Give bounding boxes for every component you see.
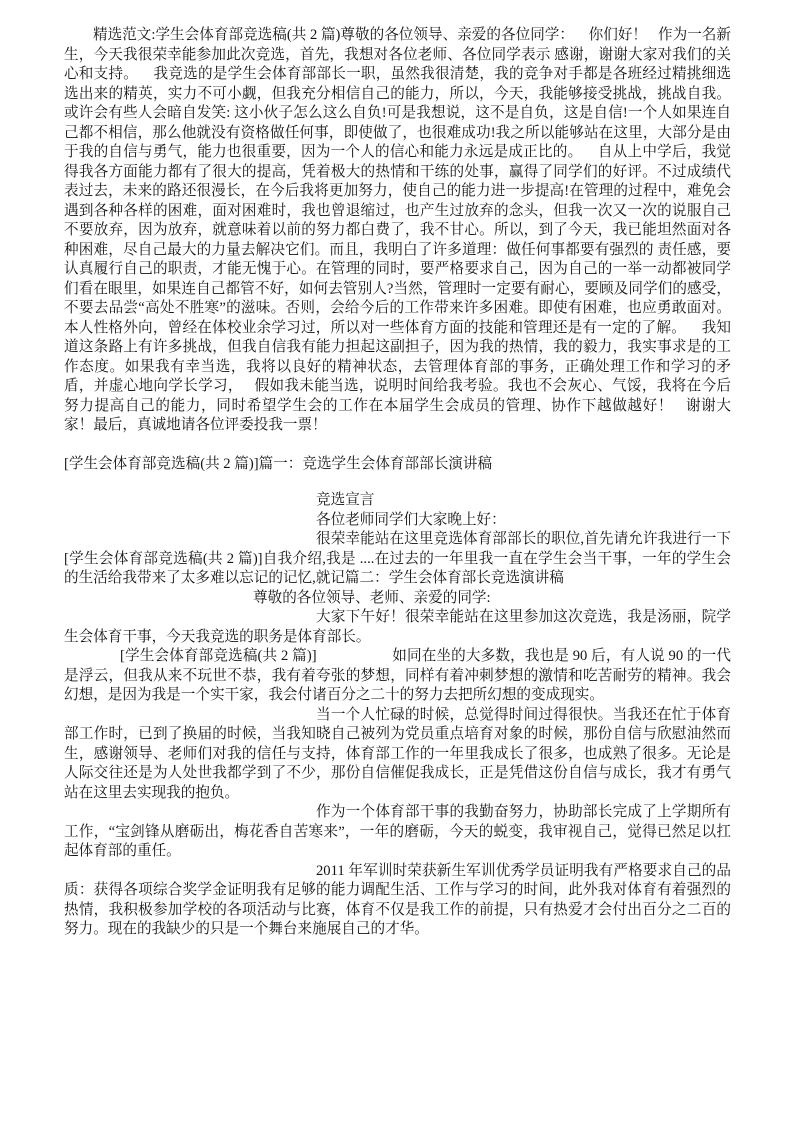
post-90s-dream-paragraph: [学生会体育部竞选稿(共 2 篇)] 如同在坐的大多数，我也是 90 后，有人说 90 的一代是浮云，但我从来不玩世不恭，我有着夸张的梦想，同样有着冲刺梦想的激情和吃苦耐劳的精神。我会幻想，是因为我是一个实干家，我会付诸百分之二十的努力去把所幻想的变成现实。: [64, 648, 731, 703]
salutation-evening: 各位老师同学们大家晚上好：: [316, 511, 506, 528]
hard-work-paragraph: 作为一个体育部干事的我勤奋努力，协助部长完成了上学期所有工作，“宝剑锋从磨砺出，梅花香自苦寒来”，一年的磨砺，今天的蜕变，我审视自己，觉得已然足以扛起体育部的重任。: [64, 804, 731, 859]
qualifications-paragraph: 2011 年军训时荣获新生军训优秀学员证明我有严格要求自己的品质：获得各项综合奖学金证明我有足够的能力调配生活、工作与学习的时间，此外我对体育有着强烈的热情，我积极参加学校的各项活动与比赛，体育不仅是我工作的前提，只有热爱才会付出百分之二百的努力。现在的我缺少的只是一个舞台来施展自己的才华。: [64, 862, 731, 937]
growth-experience-paragraph: 当一个人忙碌的时候，总觉得时间过得很快。当我还在忙于体育部工作时，已到了换届的时候，当我知晓自己被列为党员重点培育对象的时候，那份自信与欣慰油然而生，感谢领导、老师们对我的信任与支持，体育部工作的一年里我成长了很多，也成熟了很多。无论是人际交往还是为人处世我都学到了不少，那份自信催促我成长，正是凭借这份自信与成长，我才有勇气站在这里去实现我的抱负。: [64, 706, 731, 801]
election-declaration-subtitle: 竞选宣言: [316, 492, 375, 508]
self-introduction-paragraph: 很荣幸能站在这里竞选体育部部长的职位,首先请允许我进行一下[学生会体育部竞选稿(共 2 篇)]自我介绍,我是 ....在过去的一年里我一直在学生会当干事，一年的学生会的生活给我带来了太多难以忘记的记忆,就记篇二：学生会体育部长竞选演讲稿: [64, 531, 731, 586]
salutation-leaders-teachers: 尊敬的各位领导、老师、亲爱的同学:: [253, 589, 491, 606]
candidate-intro-paragraph: 大家下午好！很荣幸能站在这里参加这次竞选，我是汤丽，院学生会体育干事，今天我竞选的职务是体育部长。: [64, 609, 731, 645]
section-title-part-one: [学生会体育部竞选稿(共 2 篇)]篇一：竞选学生会体育部部长演讲稿: [64, 455, 493, 472]
main-essay-paragraph: 精选范文:学生会体育部竞选稿(共 2 篇)尊敬的各位领导、亲爱的各位同学： 你们好！ 作为一名新生，今天我很荣幸能参加此次竞选，首先，我想对各位老师、各位同学表示 感谢，谢谢大家对我们的关心和支持。 我竞选的是学生会体育部部长一职，虽然我很清楚，我的竞争对手都是各班经过精挑细选选出来的精英，实力不可小觑，但我充分相信自己的能力，所以，今天，我能够接受挑战，挑战自我。 或许会有些人会暗自发笑: 这小伙子怎么这么自负!可是我想说，这不是自负，这是自信!一个人如果连自己都不相信，那么他就没有资格做任何事，即使做了，也很难成功!我之所以能够站在这里，大部分是由于我的自信与勇气，能力也很重要，因为一个人的信心和能力永远是成正比的。 自从上中学后，我觉得我各方面能力都有了很大的提高，凭着极大的热情和干练的处事，赢得了同学们的好评。不过成绩代表过去，未来的路还很漫长，在今后我将更加努力，使自己的能力进一步提高!在管理的过程中，难免会遇到各种各样的困难，面对困难时，我也曾退缩过，也产生过放弃的念头，但我一次又一次的说服自己不要放弃，因为放弃，就意味着以前的努力都白费了，我不甘心。所以，到了今天，我已能坦然面对各种困难，尽自己最大的力量去解决它们。而且，我明白了许多道理：做任何事都要有强烈的 责任感，要认真履行自己的职责，才能无愧于心。在管理的同时，要严格要求自己，因为自己的一举一动都被同学们看在眼里，如果连自己都管不好，如何去管别人?当然，管理时一定要有耐心，要顾及同学们的感受，不要去品尝“高处不胜寒”的滋味。否则，会给今后的工作带来许多困难。即使有困难，也应勇敢面对。 本人性格外向，曾经在体校业余学习过，所以对一些体育方面的技能和管理还是有一定的了解。 我知道这条路上有许多挑战，但我自信我有能力担起这副担子，因为我的热情，我的毅力，我实事求是的工作态度。如果我有幸当选，我将以良好的精神状态，去管理体育部的事务，正确处理工作和学习的矛盾，并虚心地向学长学习， 假如我未能当选，说明时间给我考验。我也不会灰心、气馁，我将在今后努力提高自己的能力，同时希望学生会的工作在本届学生会成员的管理、协作下越做越好！ 谢谢大家！最后，真诚地请各位评委投我一票！: [64, 27, 746, 433]
